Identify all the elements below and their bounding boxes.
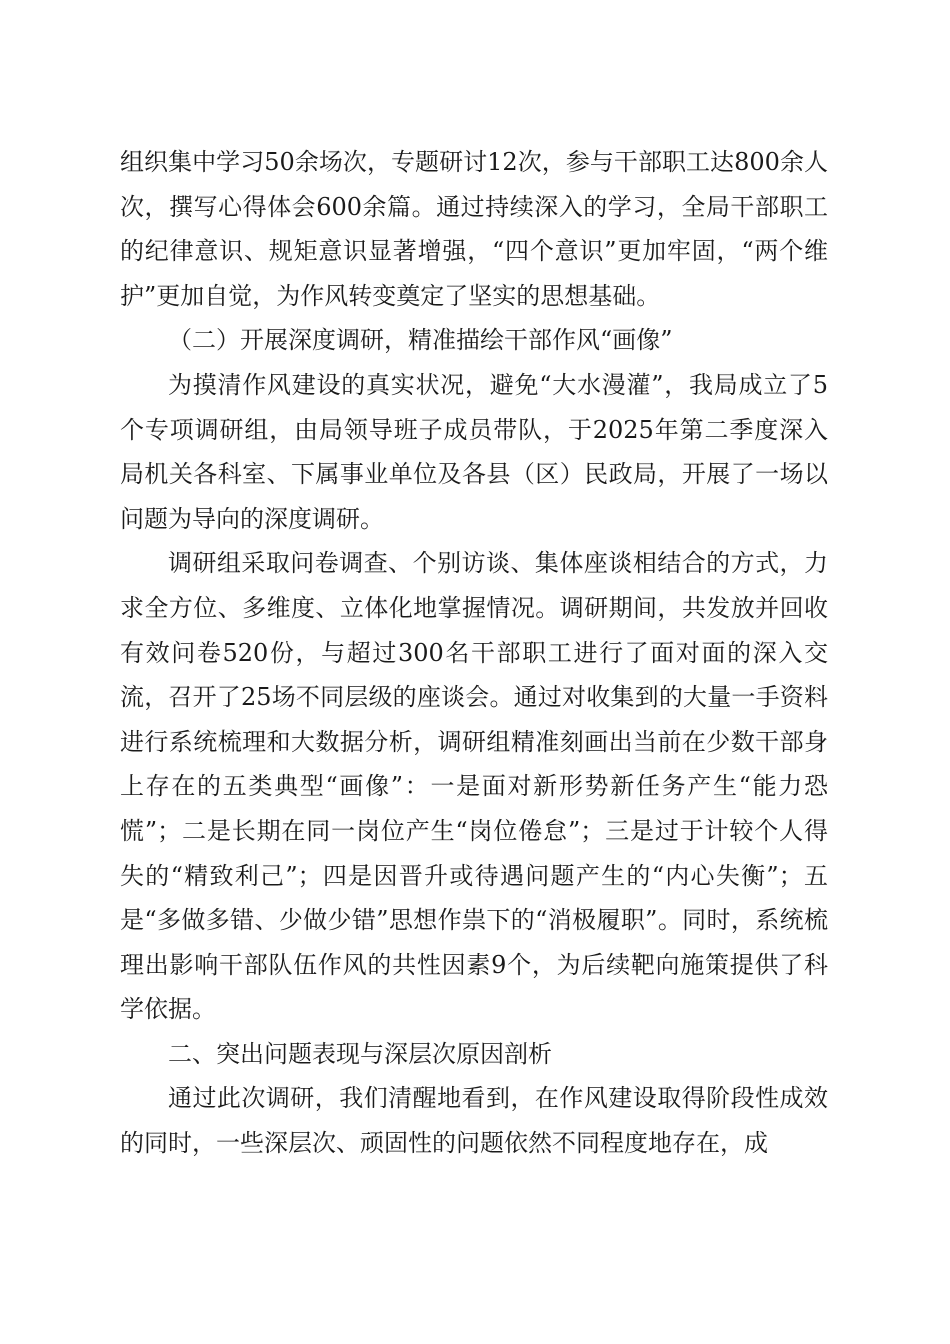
section-heading-problems: 二、突出问题表现与深层次原因剖析 xyxy=(168,1039,552,1068)
paragraph-problems-intro: 通过此次调研，我们清醒地看到，在作风建设取得阶段性成效的同时，一些深层次、顽固性的问题依然不同程度地存在，成 xyxy=(120,1084,828,1158)
document-body xyxy=(120,140,828,1166)
paragraph-research-groups: 为摸清作风建设的真实状况，避免“大水漫灌”，我局成立了5个专项调研组，由局领导班子成员带队，于2025年第二季度深入局机关各科室、下属事业单位及各县（区）民政局，开展了一场以问题为导向的深度调研。 xyxy=(120,370,828,533)
subheading-deep-research: （二）开展深度调研，精准描绘干部作风“画像” xyxy=(168,326,673,355)
paragraph-research-methods: 调研组采取问卷调查、个别访谈、集体座谈相结合的方式，力求全方位、多维度、立体化地掌握情况。调研期间，共发放并回收有效问卷520份，与超过300名干部职工进行了面对面的深入交流，召开了25场不同层级的座谈会。通过对收集到的大量一手资料进行系统梳理和大数据分析，调研组精准刻画出当前在少数干部身上存在的五类典型“画像”：一是面对新形势新任务产生“能力恐慌”；二是长期在同一岗位产生“岗位倦怠”；三是过于计较个人得失的“精致利己”；四是因晋升或待遇问题产生的“内心失衡”；五是“多做多错、少做少错”思想作祟下的“消极履职”。同时，系统梳理出影响干部队伍作风的共性因素9个，为后续靶向施策提供了科学依据。 xyxy=(120,549,828,1024)
paragraph-study-summary: 组织集中学习50余场次，专题研讨12次，参与干部职工达800余人次，撰写心得体会600余篇。通过持续深入的学习，全局干部职工的纪律意识、规矩意识显著增强，“四个意识”更加牢固，“两个维护”更加自觉，为作风转变奠定了坚实的思想基础。 xyxy=(120,148,828,310)
